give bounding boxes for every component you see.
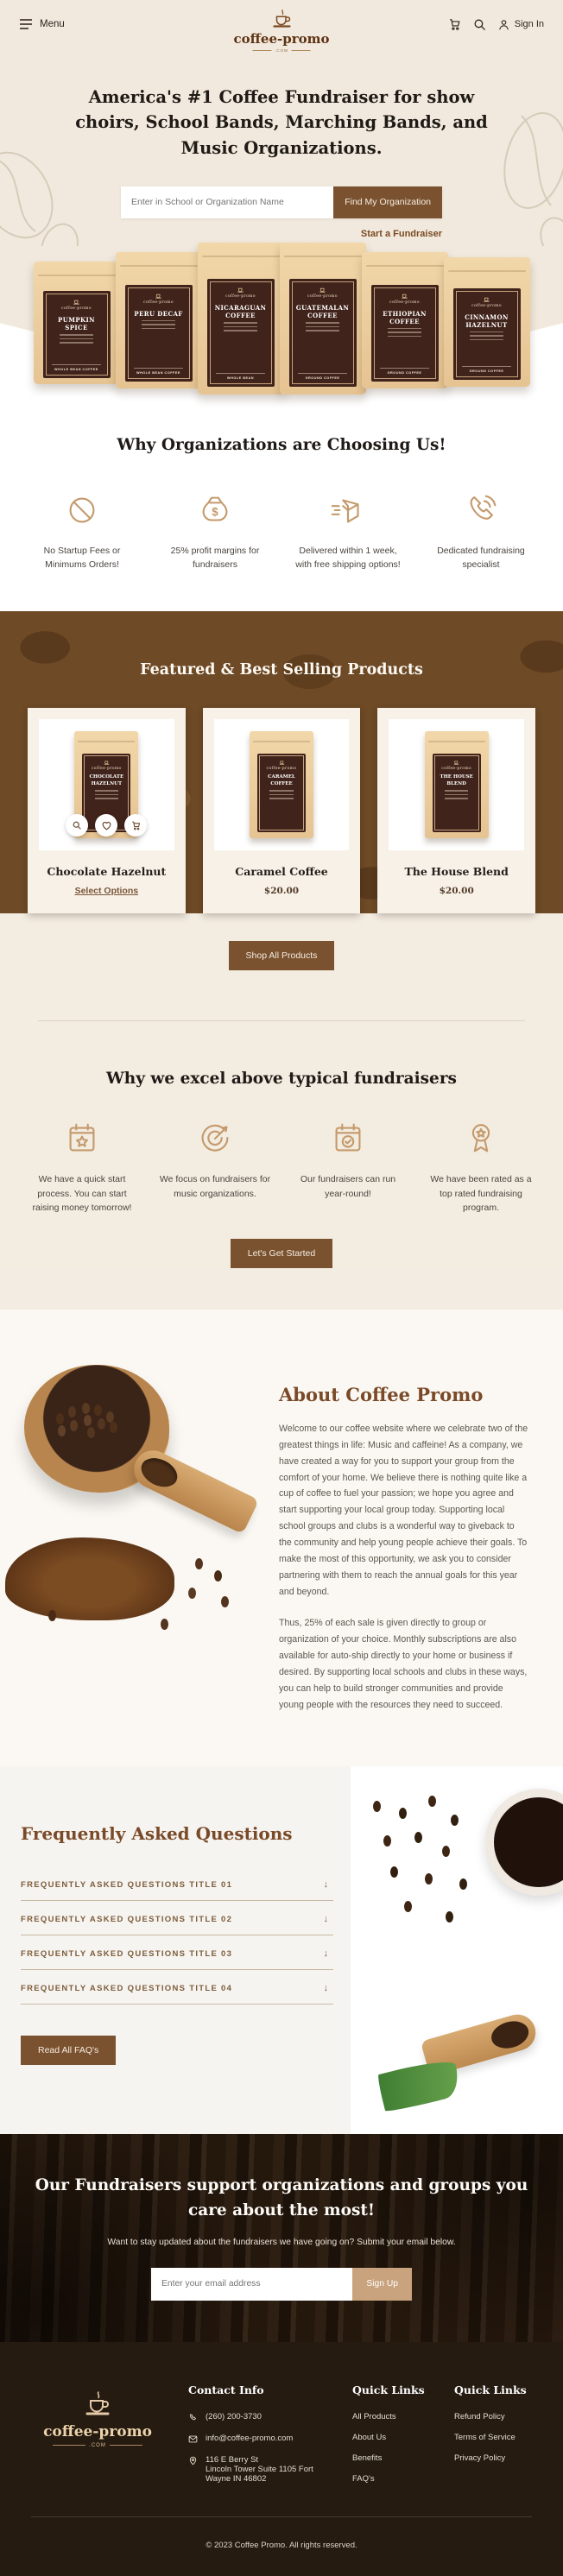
coffee-cup-icon (400, 292, 409, 300)
add-to-cart-button[interactable] (124, 814, 147, 837)
quick-links-heading-1: Quick Links (352, 2383, 425, 2396)
shop-all-products-button[interactable]: Shop All Products (229, 941, 335, 970)
copyright-text: © 2023 Coffee Promo. All rights reserved. (206, 2540, 357, 2550)
coffee-cup-icon (318, 286, 327, 294)
bag-name: NICARAGUAN COFFEE (214, 303, 267, 320)
product-image: coffee-promo CHOCOLATE HAZELNUT (39, 719, 174, 850)
faq-item-2[interactable]: FREQUENTLY ASKED QUESTIONS TITLE 02 ↓ (21, 1901, 333, 1935)
coffee-bag-guatemalan: coffee-promo GUATEMALAN COFFEE GROUND COFFEE (280, 243, 366, 395)
find-organization-button[interactable]: Find My Organization (333, 186, 442, 218)
no-fees-icon (62, 490, 102, 530)
hamburger-icon (19, 18, 33, 30)
sign-up-button[interactable]: Sign Up (352, 2268, 412, 2301)
feature-no-fees: No Startup Fees or Minimums Orders! (22, 490, 142, 572)
coffee-bag-nicaraguan: coffee-promo NICARAGUAN COFFEE WHOLE BEAN (198, 243, 284, 395)
footer-logo-subtext: .COM (29, 2443, 166, 2448)
why-choosing-section (0, 395, 563, 612)
menu-button[interactable] (19, 18, 65, 30)
logo-subtext: .COM (233, 48, 329, 53)
bag-type: WHOLE BEAN COFFEE (52, 364, 100, 371)
coffee-cup-icon (80, 2390, 115, 2420)
coffee-bean-sketch-right (484, 100, 563, 264)
magnifier-icon (72, 820, 82, 830)
footer-logo-text: coffee-promo (43, 2422, 152, 2440)
sign-in-button[interactable] (497, 18, 544, 31)
select-options-link[interactable]: Select Options (74, 886, 139, 897)
faq-item-4[interactable]: FREQUENTLY ASKED QUESTIONS TITLE 04 ↓ (21, 1970, 333, 2005)
coffee-beans-photo (0, 1360, 263, 1645)
product-price: $20.00 (439, 886, 474, 897)
coffee-cup-icon (72, 298, 81, 306)
map-pin-icon (188, 2456, 198, 2466)
wishlist-button[interactable] (95, 814, 117, 837)
phone-icon (188, 2413, 198, 2422)
quick-links-heading-2: Quick Links (454, 2383, 527, 2396)
down-arrow-icon: ↓ (323, 1879, 328, 1891)
read-all-faqs-button[interactable]: Read All FAQ's (21, 2036, 116, 2065)
about-paragraph-1: Welcome to our coffee website where we celebrate two of the greatest things in life: Music and caffeine! As a company, we have created a way for you to support your group from the comfort of your home. We believe there is nothing quite like a cup of coffee to fuel your passion; we hope you agree and start supporting your local group today. Supporting local school groups and clubs is a wonderful way to giveback to the community and help young people achieve their goals. To make the most of this opportunity, we ask you to consider partnering with them to reach the annual goals for this year and beyond. (279, 1424, 528, 1597)
search-icon[interactable] (472, 17, 487, 32)
product-name: Caramel Coffee (235, 865, 328, 879)
newsletter-section (0, 2134, 563, 2341)
feature-profit-margin: $ 25% profit margins for fundraisers (155, 490, 275, 572)
product-name: Chocolate Hazelnut (47, 865, 167, 879)
calendar-star-icon (62, 1119, 102, 1159)
heart-icon (101, 820, 112, 831)
feature-quick-start: We have a quick start process. You can start raising money tomorrow! (22, 1119, 142, 1215)
bag-name: CINNAMON HAZELNUT (465, 313, 509, 329)
coffee-bag-cinnamon-hazelnut: coffee-promo CINNAMON HAZELNUT GROUND COFFEE (444, 257, 530, 387)
logo-text: coffee-promo (233, 31, 330, 47)
footer-link-benefits[interactable]: Benefits (352, 2453, 383, 2463)
why-choosing-heading: Why Organizations are Choosing Us! (117, 435, 446, 454)
newsletter-heading: Our Fundraisers support organizations and groups you care about the most! (35, 2176, 528, 2220)
coffee-cup-icon (278, 759, 286, 766)
footer-address: 116 E Berry St Lincoln Tower Suite 1105 Fort Wayne IN 46802 (188, 2455, 330, 2484)
product-card-caramel-coffee[interactable] (203, 708, 361, 913)
email-input[interactable] (151, 2268, 352, 2301)
bag-type: GROUND COFFEE (462, 366, 510, 373)
faq-item-3[interactable]: FREQUENTLY ASKED QUESTIONS TITLE 03 ↓ (21, 1935, 333, 1970)
person-icon (497, 18, 510, 31)
footer-link-all-products[interactable]: All Products (352, 2411, 396, 2421)
about-paragraph-2: Thus, 25% of each sale is given directly to group or organization of your choice. Monthly subscriptions are also available for auto-ship directly to your home or business if desired. By supporting local schools and clubs in these ways, you can help to build stronger communities and provide young people with the resources they need to succeed. (279, 1618, 528, 1710)
cart-icon (130, 820, 142, 831)
coffee-bag-peru-decaf: coffee-promo PERU DECAF WHOLE BEAN COFFEE (116, 252, 202, 388)
money-bag-icon (195, 490, 235, 530)
bag-type: GROUND COFFEE (298, 373, 346, 380)
product-card-house-blend[interactable] (377, 708, 535, 913)
sign-in-label: Sign In (514, 19, 544, 29)
coffee-cup-icon (269, 9, 294, 31)
coffee-bag-pumpkin-spice: coffee-promo PUMPKIN SPICE WHOLE BEAN COFFEE (34, 262, 120, 384)
footer-email[interactable]: info@coffee-promo.com (188, 2434, 330, 2444)
faq-heading: Frequently Asked Questions (21, 1823, 293, 1845)
product-name: The House Blend (404, 865, 509, 879)
featured-heading: Featured & Best Selling Products (140, 661, 423, 679)
product-image: coffee-promo THE HOUSE BLEND (389, 719, 524, 850)
feature-fast-delivery: Delivered within 1 week, with free shipping options! (288, 490, 408, 572)
calendar-check-icon (328, 1119, 368, 1159)
bag-type: WHOLE BEAN (216, 373, 264, 380)
contact-info-heading: Contact Info (188, 2383, 264, 2396)
footer-link-about-us[interactable]: About Us (352, 2432, 387, 2442)
feature-specialist: Dedicated fundraising specialist (421, 490, 541, 572)
feature-year-round: Our fundraisers can run year-round! (288, 1119, 408, 1215)
hero-products-strip (0, 246, 563, 395)
faq-section (0, 1766, 563, 2134)
coffee-cup-icon (452, 759, 460, 766)
coffee-cup-icon (236, 286, 245, 294)
about-section (0, 1310, 563, 1766)
footer-link-privacy[interactable]: Privacy Policy (454, 2453, 506, 2463)
organization-search-input[interactable] (121, 186, 333, 218)
coffee-cup-icon (482, 295, 491, 303)
coffee-cup-icon (103, 759, 111, 766)
hero-heading: America's #1 Coffee Fundraiser for show choirs, School Bands, Marching Bands, and Music Organizations. (75, 87, 488, 158)
bag-name: ETHIOPIAN COFFEE (383, 309, 427, 325)
bag-type: GROUND COFFEE (380, 368, 428, 375)
target-arrow-icon (195, 1119, 235, 1159)
down-arrow-icon: ↓ (323, 1983, 328, 1994)
faq-item-1[interactable]: FREQUENTLY ASKED QUESTIONS TITLE 01 ↓ (21, 1866, 333, 1901)
feature-top-rated: We have been rated as a top rated fundraising program. (421, 1119, 541, 1215)
bag-type: WHOLE BEAN COFFEE (134, 368, 182, 375)
shipping-box-icon (328, 490, 368, 530)
bag-name: THE HOUSE BLEND (440, 774, 473, 786)
footer-phone[interactable]: (260) 200-3730 (188, 2412, 330, 2422)
down-arrow-icon: ↓ (323, 1948, 328, 1960)
bag-name: CARAMEL COFFEE (268, 774, 295, 786)
bag-name: PERU DECAF (134, 309, 183, 318)
about-heading: About Coffee Promo (279, 1384, 484, 1406)
footer (0, 2342, 563, 2576)
featured-products-section (0, 611, 563, 913)
footer-link-faqs[interactable]: FAQ's (352, 2473, 375, 2484)
bag-name: PUMPKIN SPICE (58, 315, 95, 331)
envelope-icon (188, 2434, 198, 2444)
quick-view-button[interactable] (66, 814, 88, 837)
hero-section (0, 48, 563, 246)
coffee-bag-ethiopian: coffee-promo ETHIOPIAN COFFEE GROUND COFFEE (362, 252, 448, 388)
newsletter-subtext: Want to stay updated about the fundraisers we have going on? Submit your email below. (107, 2237, 456, 2247)
product-card-chocolate-hazelnut[interactable] (28, 708, 186, 913)
excel-heading: Why we excel above typical fundraisers (106, 1070, 457, 1089)
award-ribbon-icon (461, 1119, 501, 1159)
phone-icon (461, 490, 501, 530)
cart-icon[interactable] (447, 17, 462, 32)
footer-logo (29, 2383, 166, 2484)
header (0, 0, 563, 53)
footer-link-terms[interactable]: Terms of Service (454, 2432, 516, 2442)
start-fundraiser-link[interactable]: Start a Fundraiser (360, 228, 442, 239)
down-arrow-icon: ↓ (323, 1914, 328, 1925)
get-started-button[interactable]: Let's Get Started (231, 1239, 332, 1268)
site-logo[interactable] (233, 9, 329, 53)
product-image: coffee-promo CARAMEL COFFEE (214, 719, 350, 850)
coffee-cup-icon (154, 292, 163, 300)
svg-text:$: $ (212, 505, 218, 519)
coffee-cup-beans-photo (351, 1766, 563, 2134)
menu-label: Menu (40, 19, 65, 29)
footer-link-refund-policy[interactable]: Refund Policy (454, 2411, 505, 2421)
feature-music-focus: We focus on fundraisers for music organizations. (155, 1119, 275, 1215)
bag-name: CHOCOLATE HAZELNUT (89, 774, 124, 786)
product-price: $20.00 (263, 886, 300, 897)
bag-name: GUATEMALAN COFFEE (295, 303, 350, 320)
section-divider (38, 1020, 525, 1021)
